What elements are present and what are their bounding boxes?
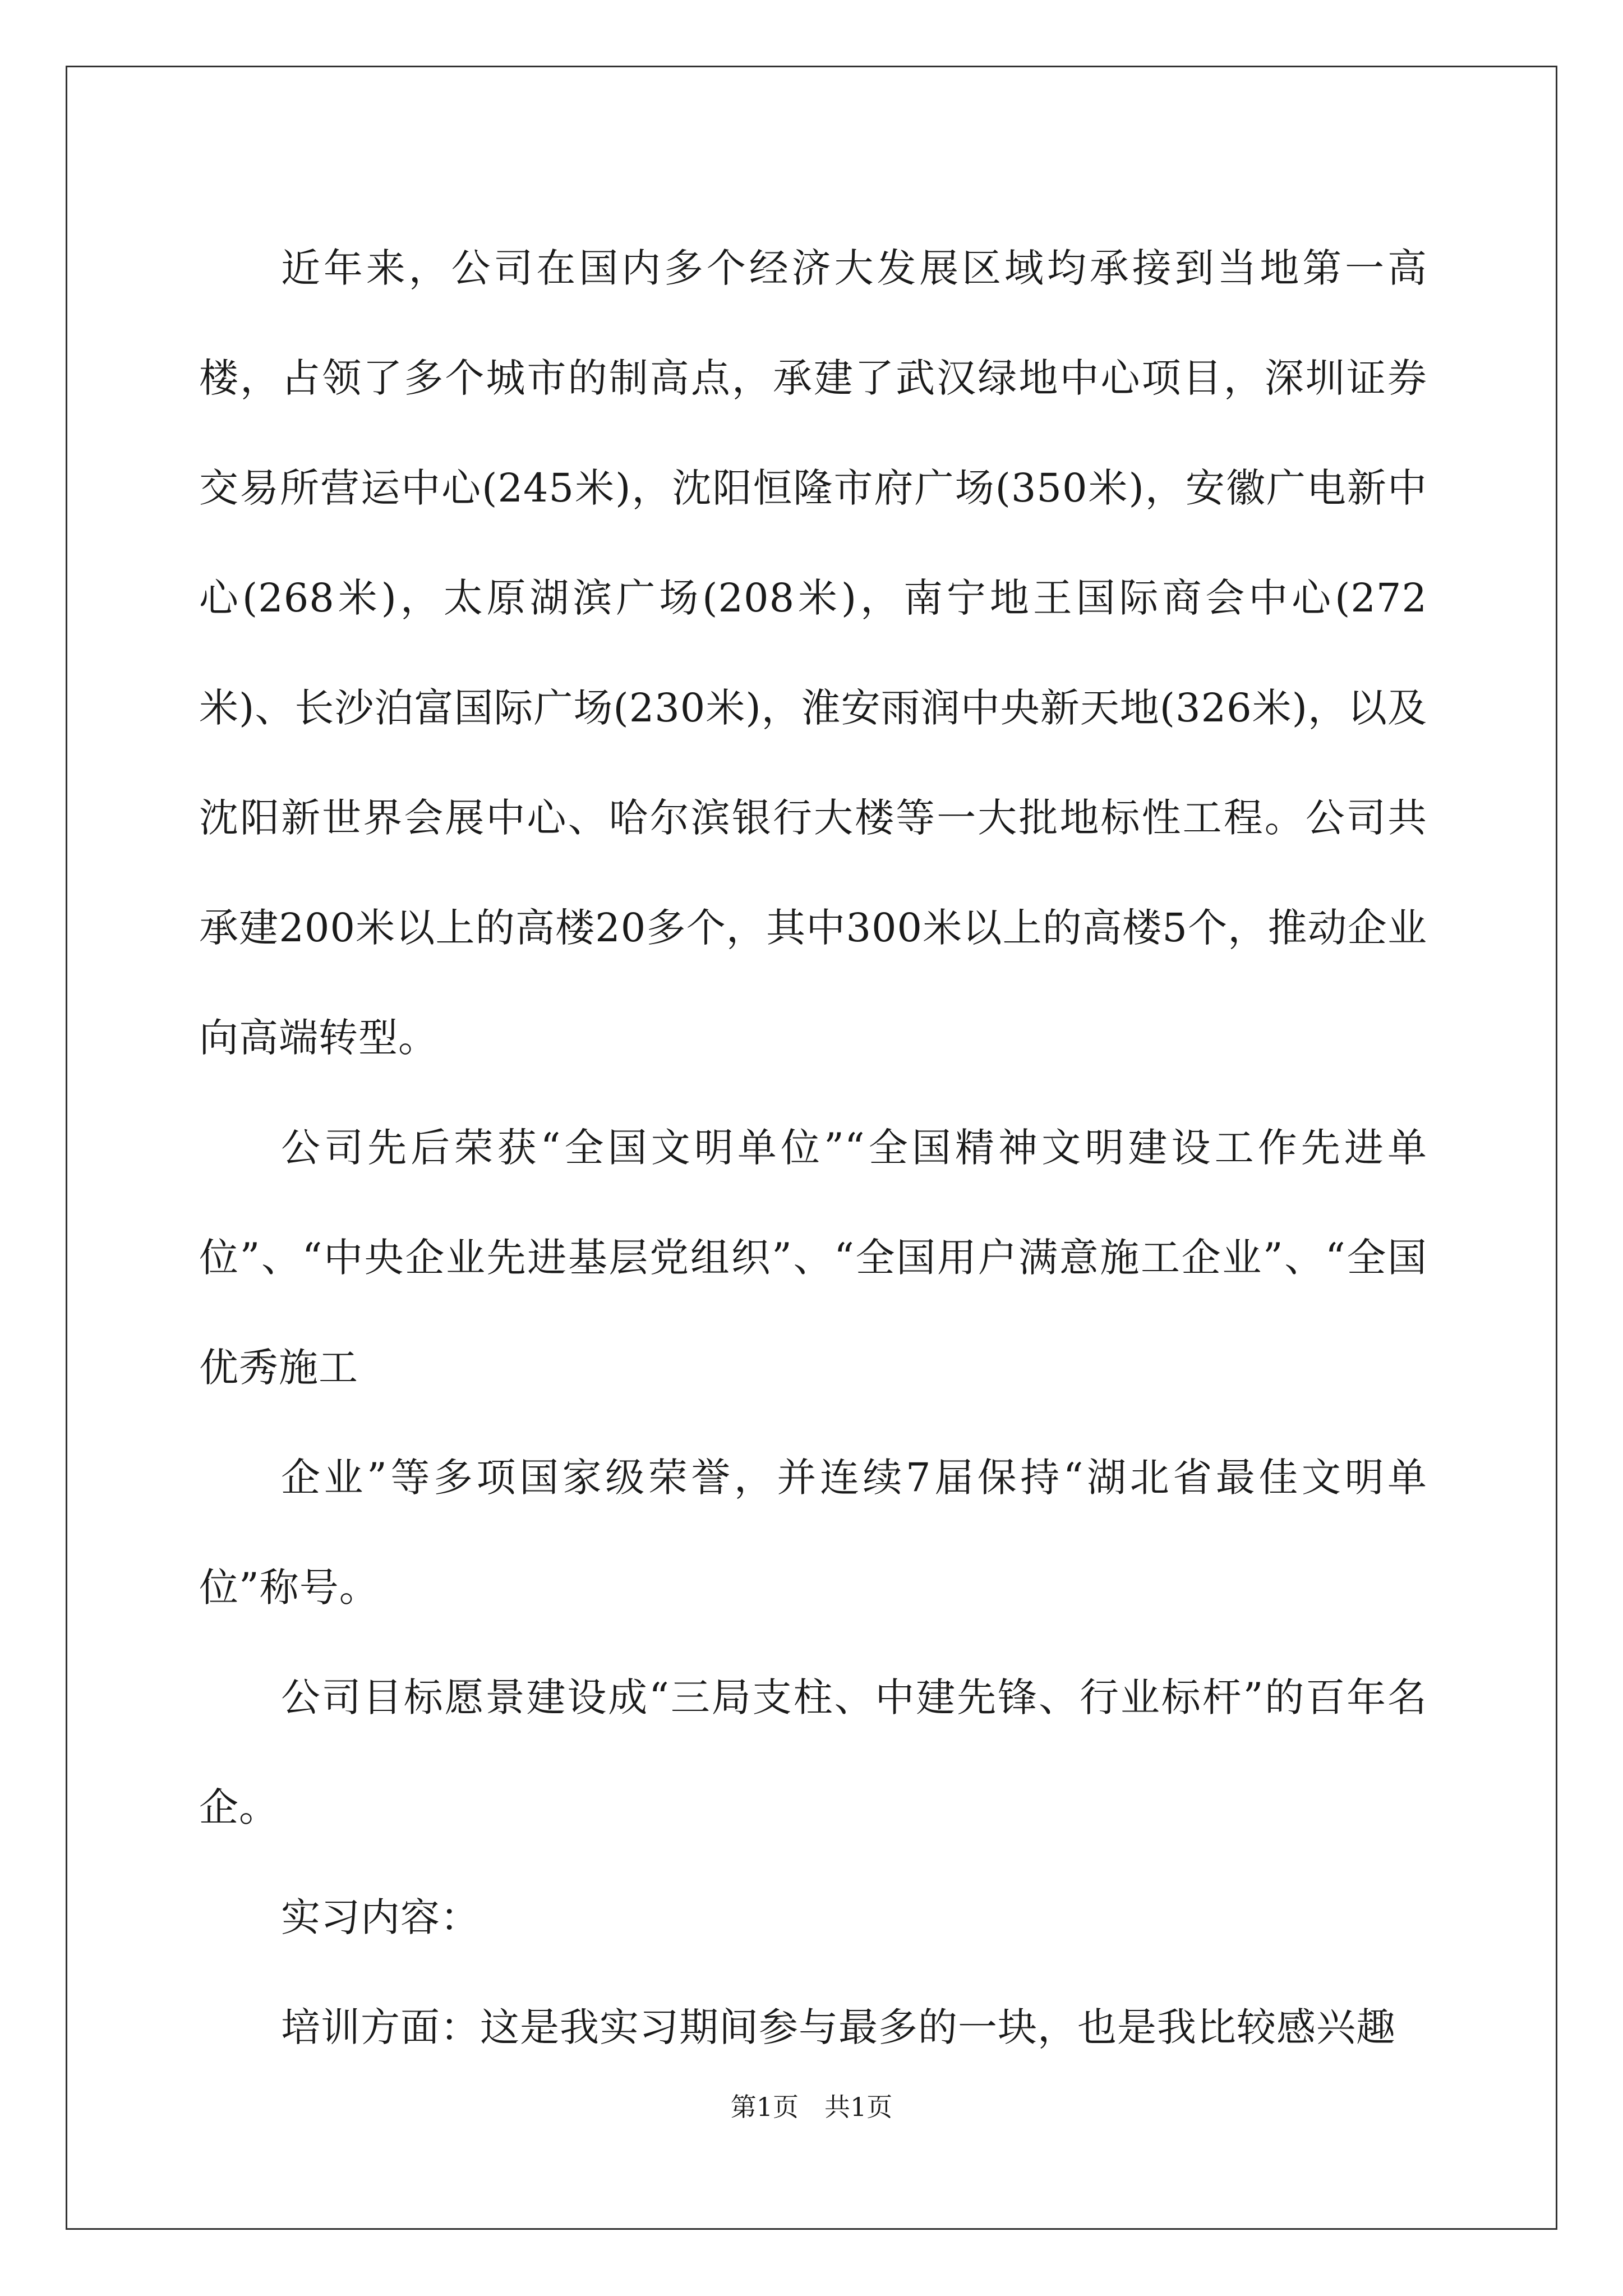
paragraph-honors: 公司先后荣获“全国文明单位”“全国精神文明建设工作先进单位”、“中央企业先进基层党组织”、“全国用户满意施工企业”、“全国优秀施工 xyxy=(199,1125,1427,1391)
paragraph-honors-continued: 企业”等多项国家级荣誉，并连续7届保持“湖北省最佳文明单位”称号。 xyxy=(199,1455,1427,1611)
page-footer: 第1页 共1页 xyxy=(730,2092,893,2122)
paragraph-vision: 公司目标愿景建设成“三局支柱、中建先锋、行业标杆”的百年名企。 xyxy=(199,1674,1427,1830)
paragraph-company-projects: 近年来，公司在国内多个经济大发展区域均承接到当地第一高楼，占领了多个城市的制高点，承建了武汉绿地中心项目，深圳证券交易所营运中心(245米)，沈阳恒隆市府广场(350米)，安徽广电新中心(268米)，太原湖滨广场(208米)，南宁地王国际商会中心(272米)、长沙泊富国际广场(230米)，淮安雨润中央新天地(326米)，以及沈阳新世界会展中心、哈尔滨银行大楼等一大批地标性工程。公司共承建200米以上的高楼20多个，其中300米以上的高楼5个，推动企业向高端转型。 xyxy=(199,245,1427,1061)
paragraph-internship-heading: 实习内容： xyxy=(281,1894,480,1940)
document-body xyxy=(199,213,1427,2082)
paragraph-training: 培训方面：这是我实习期间参与最多的一块，也是我比较感兴趣 xyxy=(281,2004,1396,2050)
